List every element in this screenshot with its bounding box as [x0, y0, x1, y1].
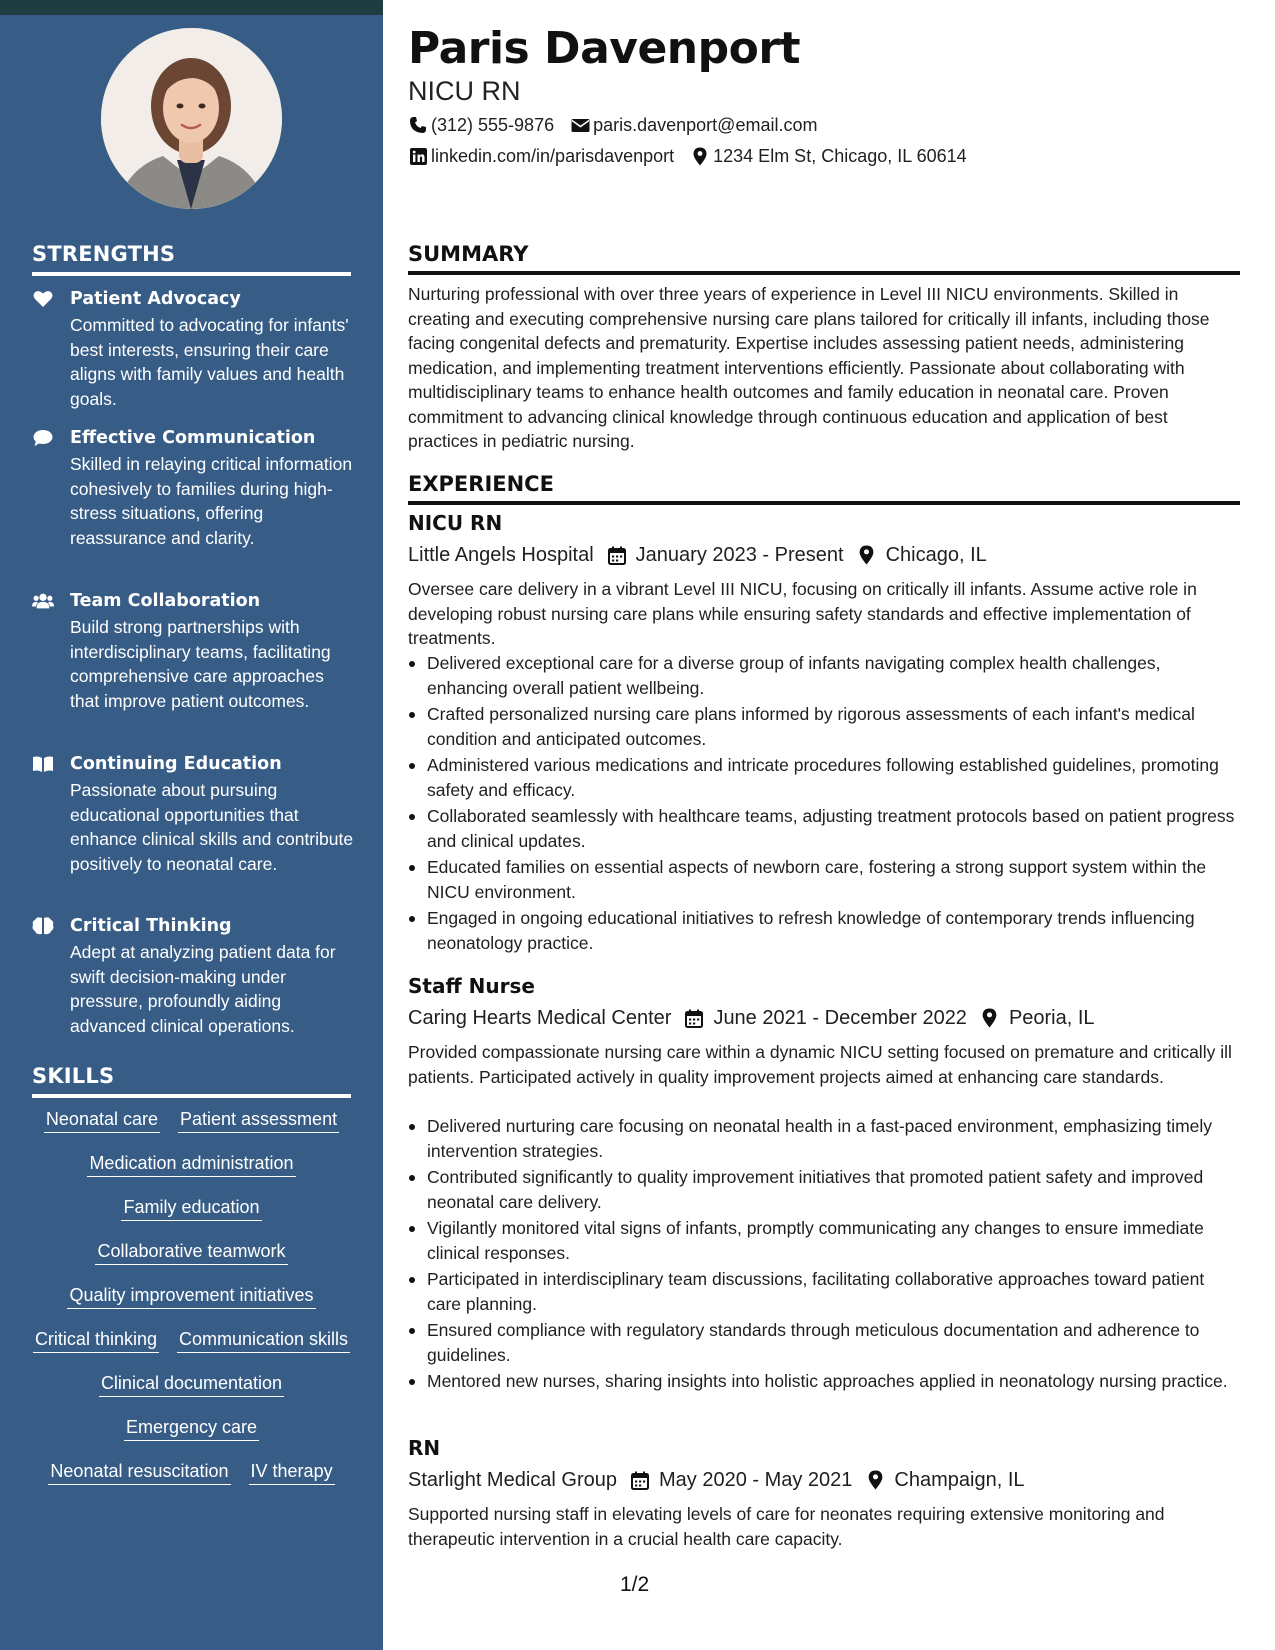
- experience-divider: [408, 501, 1240, 505]
- skill-tag: Medication administration: [87, 1152, 295, 1177]
- email-contact[interactable]: [570, 114, 817, 136]
- map-pin-icon: [864, 1469, 886, 1491]
- skill-tag: Neonatal resuscitation: [48, 1460, 230, 1485]
- skills-title: SKILLS: [32, 1064, 115, 1088]
- map-pin-icon: [979, 1007, 1001, 1029]
- bullet-item: Administered various medications and intricate procedures following established guidelines, promoting safety and efficacy.: [408, 753, 1240, 802]
- summary-divider: [408, 271, 1240, 275]
- linkedin-contact[interactable]: [408, 145, 674, 167]
- bullet-item: Collaborated seamlessly with healthcare teams, adjusting treatment protocols based on patient progress and clinical updates.: [408, 804, 1240, 853]
- bullet-item: Participated in interdisciplinary team discussions, facilitating collaborative approaches toward patient care planning.: [408, 1267, 1240, 1316]
- job-location: Chicago, IL: [885, 544, 987, 566]
- sidebar-top-bar: [0, 0, 383, 15]
- strength-title: Team Collaboration: [70, 591, 261, 611]
- skill-tag: Critical thinking: [33, 1328, 159, 1353]
- skill-tag: Communication skills: [177, 1328, 350, 1353]
- bullet-item: Mentored new nurses, sharing insights into holistic approaches applied in neonatology nursing practice.: [408, 1369, 1240, 1394]
- job-location: Peoria, IL: [1008, 1007, 1095, 1029]
- bullet-item: Engaged in ongoing educational initiatives to refresh knowledge of contemporary trends influencing neonatology practice.: [408, 906, 1240, 955]
- company-name: Starlight Medical Group: [408, 1469, 617, 1491]
- comment-icon: [32, 429, 54, 447]
- job-description: Supported nursing staff in elevating levels of care for neonates requiring extensive monitoring and therapeutic intervention in a crucial health care capacity.: [408, 1504, 1165, 1549]
- users-icon: [32, 592, 54, 610]
- bullet-item: Delivered exceptional care for a diverse group of infants navigating complex health challenges, enhancing overall patient wellbeing.: [408, 651, 1240, 700]
- page-number: 1/2: [620, 1573, 650, 1596]
- job-title: Staff Nurse: [408, 974, 535, 998]
- job-meta: [408, 1005, 1095, 1031]
- heart-icon: [32, 290, 54, 308]
- bullet-item: Contributed significantly to quality improvement initiatives that promoted patient safety and improved neonatal care delivery.: [408, 1165, 1240, 1214]
- job-title: RN: [408, 1436, 441, 1460]
- bullet-item: Educated families on essential aspects of newborn care, fostering a strong support system within the NICU environment.: [408, 855, 1240, 904]
- job-location: Champaign, IL: [894, 1469, 1025, 1491]
- candidate-role: NICU RN: [408, 76, 521, 106]
- strength-description: Passionate about pursuing educational opportunities that enhance clinical skills and contribute positively to neonatal care.: [70, 780, 354, 874]
- skill-tag: Family education: [121, 1196, 261, 1221]
- strength-description: Build strong partnerships with interdisciplinary teams, facilitating comprehensive care approaches that improve patient outcomes.: [70, 617, 331, 711]
- map-pin-icon: [690, 146, 710, 166]
- job-dates: January 2023 - Present: [635, 544, 844, 566]
- bullet-item: Crafted personalized nursing care plans informed by rigorous assessments of each infant's medical condition and anticipated outcomes.: [408, 702, 1240, 751]
- job-description: Oversee care delivery in a vibrant Level III NICU, focusing on critically ill infants. Assume active role in developing robust nursing care plans while ensuring safety standards and effective implementation of treatments.: [408, 579, 1197, 648]
- skill-tag: Patient assessment: [178, 1108, 339, 1133]
- strength-title: Continuing Education: [70, 754, 282, 774]
- strength-description: Committed to advocating for infants' best interests, ensuring their care aligns with family values and health goals.: [70, 315, 349, 409]
- bullet-item: Vigilantly monitored vital signs of infants, promptly communicating any changes to ensure immediate clinical responses.: [408, 1216, 1240, 1265]
- strength-title: Patient Advocacy: [70, 289, 241, 309]
- skill-tag: Neonatal care: [44, 1108, 160, 1133]
- sidebar: [0, 0, 383, 1650]
- candidate-name: Paris Davenport: [408, 23, 801, 74]
- brain-icon: [32, 917, 54, 935]
- envelope-icon: [570, 115, 590, 135]
- email-address: paris.davenport@email.com: [593, 115, 818, 135]
- strengths-title: STRENGTHS: [32, 242, 176, 266]
- skill-tag: Emergency care: [124, 1416, 259, 1441]
- contact-row: [408, 114, 833, 136]
- skill-tag: Quality improvement initiatives: [67, 1284, 315, 1309]
- job-dates: May 2020 - May 2021: [658, 1469, 853, 1491]
- calendar-icon: [629, 1469, 651, 1491]
- address-text: 1234 Elm St, Chicago, IL 60614: [713, 146, 967, 166]
- skill-tag: IV therapy: [249, 1460, 335, 1485]
- job-bullets: [408, 1114, 1240, 1396]
- calendar-icon: [606, 544, 628, 566]
- skills-divider: [32, 1094, 351, 1098]
- bullet-item: Delivered nurturing care focusing on neonatal health in a fast-paced environment, emphasizing timely intervention strategies.: [408, 1114, 1240, 1163]
- skill-tag: Collaborative teamwork: [95, 1240, 287, 1265]
- job-bullets: [408, 651, 1240, 957]
- strength-title: Effective Communication: [70, 428, 316, 448]
- strength-title: Critical Thinking: [70, 916, 232, 936]
- map-pin-icon: [856, 544, 878, 566]
- main-content: [408, 0, 1240, 1650]
- linkedin-url: linkedin.com/in/parisdavenport: [431, 146, 675, 166]
- skill-tag: Clinical documentation: [99, 1372, 284, 1397]
- job-title: NICU RN: [408, 511, 503, 535]
- summary-text: Nurturing professional with over three years of experience in Level III NICU environments. Skilled in creating and executing comprehensive nursing care plans tailored for critically ill infants, including those facing congenital defects and prematurity. Expertise includes assessing patient needs, administering medication, and implementing treatment interventions efficiently. Passionate about collaborating with multidisciplinary teams to enhance health outcomes and family education in neonatal care. Proven commitment to advancing clinical knowledge through continuous education and application of best practices in pediatric nursing.: [408, 284, 1210, 451]
- contact-row: [408, 145, 983, 167]
- strength-description: Adept at analyzing patient data for swift decision-making under pressure, profoundly aiding advanced clinical operations.: [70, 942, 336, 1036]
- experience-title: EXPERIENCE: [408, 472, 554, 496]
- summary-title: SUMMARY: [408, 242, 529, 266]
- company-name: Little Angels Hospital: [408, 544, 594, 566]
- strength-description: Skilled in relaying critical information cohesively to families during high-stress situations, offering reassurance and clarity.: [70, 454, 353, 548]
- strengths-divider: [32, 272, 351, 276]
- job-meta: [408, 542, 987, 568]
- job-dates: June 2021 - December 2022: [713, 1007, 967, 1029]
- calendar-icon: [683, 1007, 705, 1029]
- avatar: [101, 28, 282, 209]
- company-name: Caring Hearts Medical Center: [408, 1007, 672, 1029]
- job-meta: [408, 1467, 1025, 1493]
- linkedin-icon: [408, 146, 428, 166]
- phone-number: (312) 555-9876: [431, 115, 555, 135]
- bullet-item: Ensured compliance with regulatory standards through meticulous documentation and adherence to guidelines.: [408, 1318, 1240, 1367]
- phone-icon: [408, 115, 428, 135]
- address-contact: [690, 145, 967, 167]
- job-description: Provided compassionate nursing care within a dynamic NICU setting focused on premature and critically ill patients. Participated actively in quality improvement projects aimed at enhancing care standards.: [408, 1042, 1232, 1087]
- book-open-icon: [32, 755, 54, 773]
- phone-contact[interactable]: [408, 114, 554, 136]
- skills-list: [32, 1108, 351, 1485]
